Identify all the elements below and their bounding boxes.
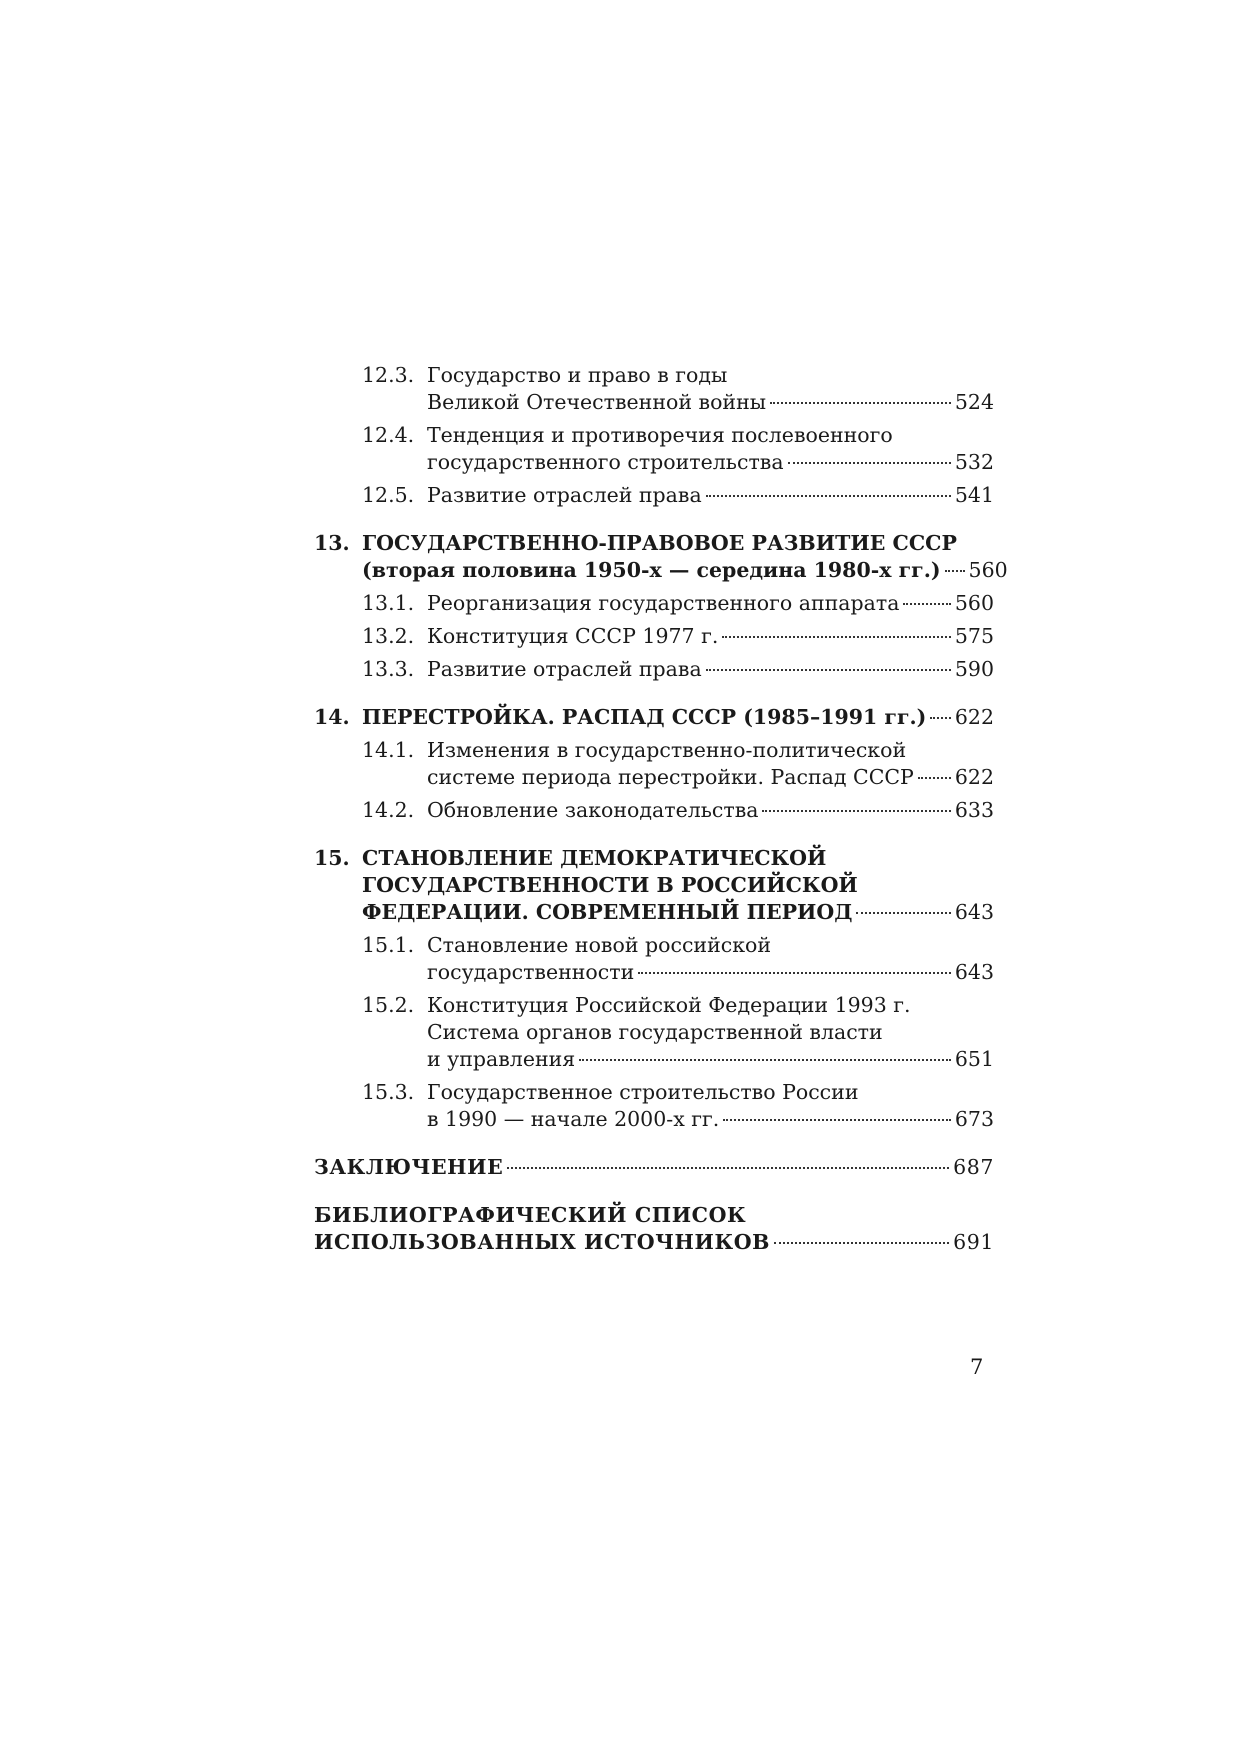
entry-title-line: Система органов государственной власти	[427, 1020, 883, 1044]
toc-group-ch13	[314, 530, 1008, 683]
entry-number: 14.2.	[362, 798, 415, 822]
page-ref: 622	[954, 705, 994, 729]
toc-entry-13-1[interactable]	[362, 590, 994, 617]
dot-leader	[762, 810, 950, 812]
chapter-title-line: (вторая половина 1950-х — середина 1980-х гг.)	[362, 558, 941, 582]
toc-group-bibliography	[314, 1202, 994, 1256]
dot-leader	[788, 462, 951, 464]
entry-title-line: и управления	[427, 1047, 576, 1071]
chapter-title-line: ГОСУДАРСТВЕННОСТИ В РОССИЙСКОЙ	[362, 873, 858, 897]
toc-entry-12-3[interactable]	[362, 362, 994, 416]
page-ref: 643	[954, 960, 994, 984]
entry-title-line: Государственное строительство России	[427, 1080, 859, 1104]
toc-conclusion[interactable]	[314, 1154, 994, 1181]
chapter-title-line: СТАНОВЛЕНИЕ ДЕМОКРАТИЧЕСКОЙ	[362, 846, 827, 870]
entry-title-line: системе периода перестройки. Распад СССР	[427, 765, 914, 789]
dot-leader	[856, 912, 950, 914]
toc-entry-12-5[interactable]	[362, 482, 994, 509]
toc-entry-14-2[interactable]	[362, 797, 994, 824]
page-ref: 691	[953, 1230, 994, 1254]
chapter-number: 14.	[314, 705, 350, 729]
page-ref: 560	[968, 558, 1008, 582]
entry-title-line: Обновление законодательства	[427, 798, 759, 822]
table-of-contents	[314, 362, 1008, 1277]
page-ref: 590	[954, 657, 994, 681]
chapter-title-line: ГОСУДАРСТВЕННО-ПРАВОВОЕ РАЗВИТИЕ СССР	[362, 531, 957, 555]
chapter-title-line: ПЕРЕСТРОЙКА. РАСПАД СССР (1985–1991 гг.)	[362, 705, 927, 729]
entry-number: 13.3.	[362, 657, 415, 681]
toc-entry-12-4[interactable]	[362, 422, 994, 476]
entry-title-line: государственности	[427, 960, 635, 984]
toc-chapter-15[interactable]	[314, 845, 994, 926]
section-title-line: ЗАКЛЮЧЕНИЕ	[314, 1155, 504, 1179]
page-number: 7	[970, 1355, 984, 1379]
section-title-line: БИБЛИОГРАФИЧЕСКИЙ СПИСОК	[314, 1203, 747, 1227]
page-ref: 575	[954, 624, 994, 648]
entry-number: 13.1.	[362, 591, 415, 615]
entry-number: 12.4.	[362, 423, 415, 447]
chapter-number: 15.	[314, 846, 350, 870]
section-title-line: ИСПОЛЬЗОВАННЫХ ИСТОЧНИКОВ	[314, 1230, 771, 1254]
toc-entry-15-3[interactable]	[362, 1079, 994, 1133]
entry-title-line: Развитие отраслей права	[427, 657, 702, 681]
dot-leader	[638, 972, 951, 974]
page-ref: 622	[954, 765, 994, 789]
toc-group-ch12	[314, 362, 994, 509]
page-ref: 651	[954, 1047, 994, 1071]
toc-entry-15-1[interactable]	[362, 932, 994, 986]
toc-chapter-14[interactable]	[314, 704, 994, 731]
dot-leader	[918, 777, 951, 779]
page-ref: 643	[954, 900, 994, 924]
dot-leader	[930, 717, 950, 719]
entry-title-line: Великой Отечественной войны	[427, 390, 767, 414]
toc-entry-13-3[interactable]	[362, 656, 994, 683]
entry-title-line: Тенденция и противоречия послевоенного	[427, 423, 893, 447]
page-ref: 633	[954, 798, 994, 822]
dot-leader	[706, 495, 951, 497]
dot-leader	[774, 1242, 949, 1244]
toc-group-conclusion	[314, 1154, 994, 1181]
entry-title-line: Конституция Российской Федерации 1993 г.	[427, 993, 911, 1017]
toc-entry-14-1[interactable]	[362, 737, 994, 791]
dot-leader	[507, 1167, 949, 1169]
entry-title-line: Конституция СССР 1977 г.	[427, 624, 719, 648]
entry-number: 15.3.	[362, 1080, 415, 1104]
entry-number: 14.1.	[362, 738, 415, 762]
toc-entry-15-2[interactable]	[362, 992, 994, 1073]
dot-leader	[579, 1059, 951, 1061]
entry-number: 12.5.	[362, 483, 415, 507]
entry-number: 15.1.	[362, 933, 415, 957]
entry-title-line: государственного строительства	[427, 450, 784, 474]
dot-leader	[945, 570, 965, 572]
page-ref: 532	[954, 450, 994, 474]
entry-title-line: Государство и право в годы	[427, 363, 728, 387]
entry-number: 15.2.	[362, 993, 415, 1017]
page-ref: 687	[953, 1155, 994, 1179]
chapter-title-line: ФЕДЕРАЦИИ. СОВРЕМЕННЫЙ ПЕРИОД	[362, 900, 853, 924]
toc-group-ch15	[314, 845, 994, 1133]
chapter-number: 13.	[314, 531, 350, 555]
page-ref: 524	[954, 390, 994, 414]
entry-title-line: Изменения в государственно-политической	[427, 738, 907, 762]
page-ref: 541	[954, 483, 994, 507]
entry-number: 12.3.	[362, 363, 415, 387]
entry-title-line: Развитие отраслей права	[427, 483, 702, 507]
dot-leader	[770, 402, 951, 404]
dot-leader	[722, 636, 950, 638]
toc-bibliography[interactable]	[314, 1202, 994, 1256]
toc-chapter-13[interactable]	[314, 530, 1008, 584]
entry-title-line: в 1990 — начале 2000-х гг.	[427, 1107, 720, 1131]
toc-group-ch14	[314, 704, 994, 824]
page-ref: 673	[954, 1107, 994, 1131]
entry-title-line: Реорганизация государственного аппарата	[427, 591, 900, 615]
dot-leader	[706, 669, 951, 671]
dot-leader	[903, 603, 950, 605]
entry-number: 13.2.	[362, 624, 415, 648]
dot-leader	[723, 1119, 951, 1121]
page-ref: 560	[954, 591, 994, 615]
toc-entry-13-2[interactable]	[362, 623, 994, 650]
entry-title-line: Становление новой российской	[427, 933, 772, 957]
